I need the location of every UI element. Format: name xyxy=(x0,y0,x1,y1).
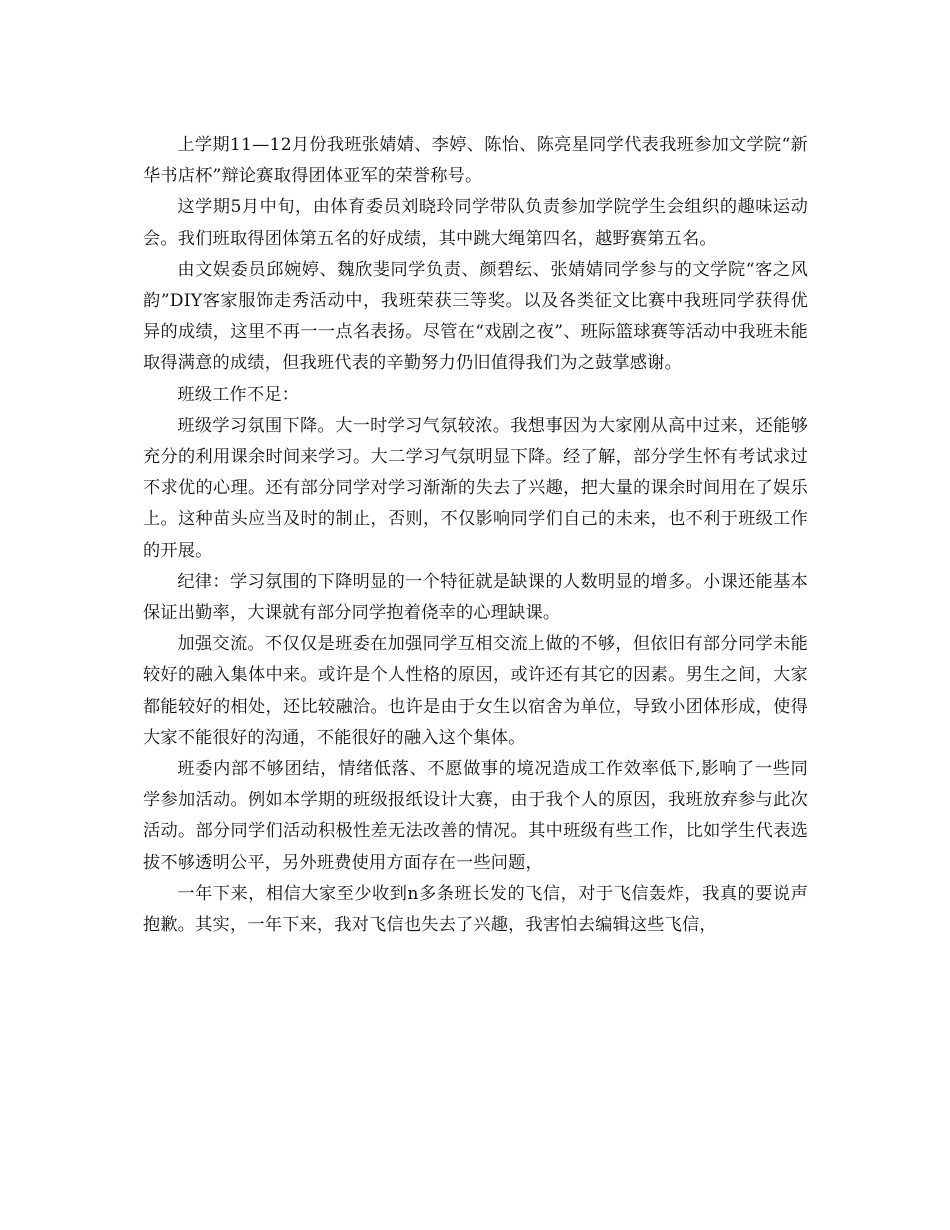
paragraph-sports-meet: 这学期5月中旬，由体育委员刘晓玲同学带队负责参加学院学生会组织的趣味运动会。我们班取得团体第五名的好成绩，其中跳大绳第四名，越野赛第五名。 xyxy=(143,197,808,249)
paragraph-study-atmosphere: 班级学习氛围下降。大一时学习气氛较浓。我想事因为大家刚从高中过来，还能够充分的利用课余时间来学习。大二学习气氛明显下降。经了解，部分学生怀有考试求过不求优的心理。还有部分同学对学习渐渐的失去了兴趣，把大量的课余时间用在了娱乐上。这种苗头应当及时的制止，否则，不仅影响同学们自己的未来，也不利于班级工作的开展。 xyxy=(143,415,808,561)
section-heading-shortcomings: 班级工作不足： xyxy=(177,384,300,405)
paragraph-fetion-messages: 一年下来，相信大家至少收到n多条班长发的飞信，对于飞信轰炸，我真的要说声抱歉。其实，一年下来，我对飞信也失去了兴趣，我害怕去编辑这些飞信， xyxy=(143,883,808,936)
paragraph-costume-show: 由文娱委员邱婉婷、魏欣斐同学负责、颜碧纭、张婧婧同学参与的文学院“客之风韵”DIY客家服饰走秀活动中，我班荣获三等奖。以及各类征文比赛中我班同学获得优异的成绩，这里不再一一点名表扬。尽管在“戏剧之夜”、班际篮球赛等活动中我班未能取得满意的成绩，但我班代表的辛勤努力仍旧值得我们为之鼓掌感谢。 xyxy=(143,259,808,374)
paragraph-debate-award: 上学期11—12月份我班张婧婧、李婷、陈怡、陈亮星同学代表我班参加文学院“新华书店杯”辩论赛取得团体亚军的荣誉称号。 xyxy=(143,135,808,187)
paragraph-communication: 加强交流。不仅仅是班委在加强同学互相交流上做的不够，但依旧有部分同学未能较好的融入集体中来。或许是个人性格的原因，或许还有其它的因素。男生之间，大家都能较好的相处，还比较融洽。也许是由于女生以宿舍为单位，导致小团体形成，使得大家不能很好的沟通，不能很好的融入这个集体。 xyxy=(143,634,808,748)
paragraph-discipline: 纪律：学习氛围的下降明显的一个特征就是缺课的人数明显的增多。小课还能基本保证出勤率，大课就有部分同学抱着侥幸的心理缺课。 xyxy=(143,571,808,624)
document-body xyxy=(143,130,808,941)
paragraph-committee-unity: 班委内部不够团结，情绪低落、不愿做事的境况造成工作效率低下,影响了一些同学参加活动。例如本学期的班级报纸设计大赛，由于我个人的原因，我班放弃参与此次活动。部分同学们活动积极性差无法改善的情况。其中班级有些工作，比如学生代表选拔不够透明公平，另外班费使用方面存在一些问题， xyxy=(143,759,808,873)
